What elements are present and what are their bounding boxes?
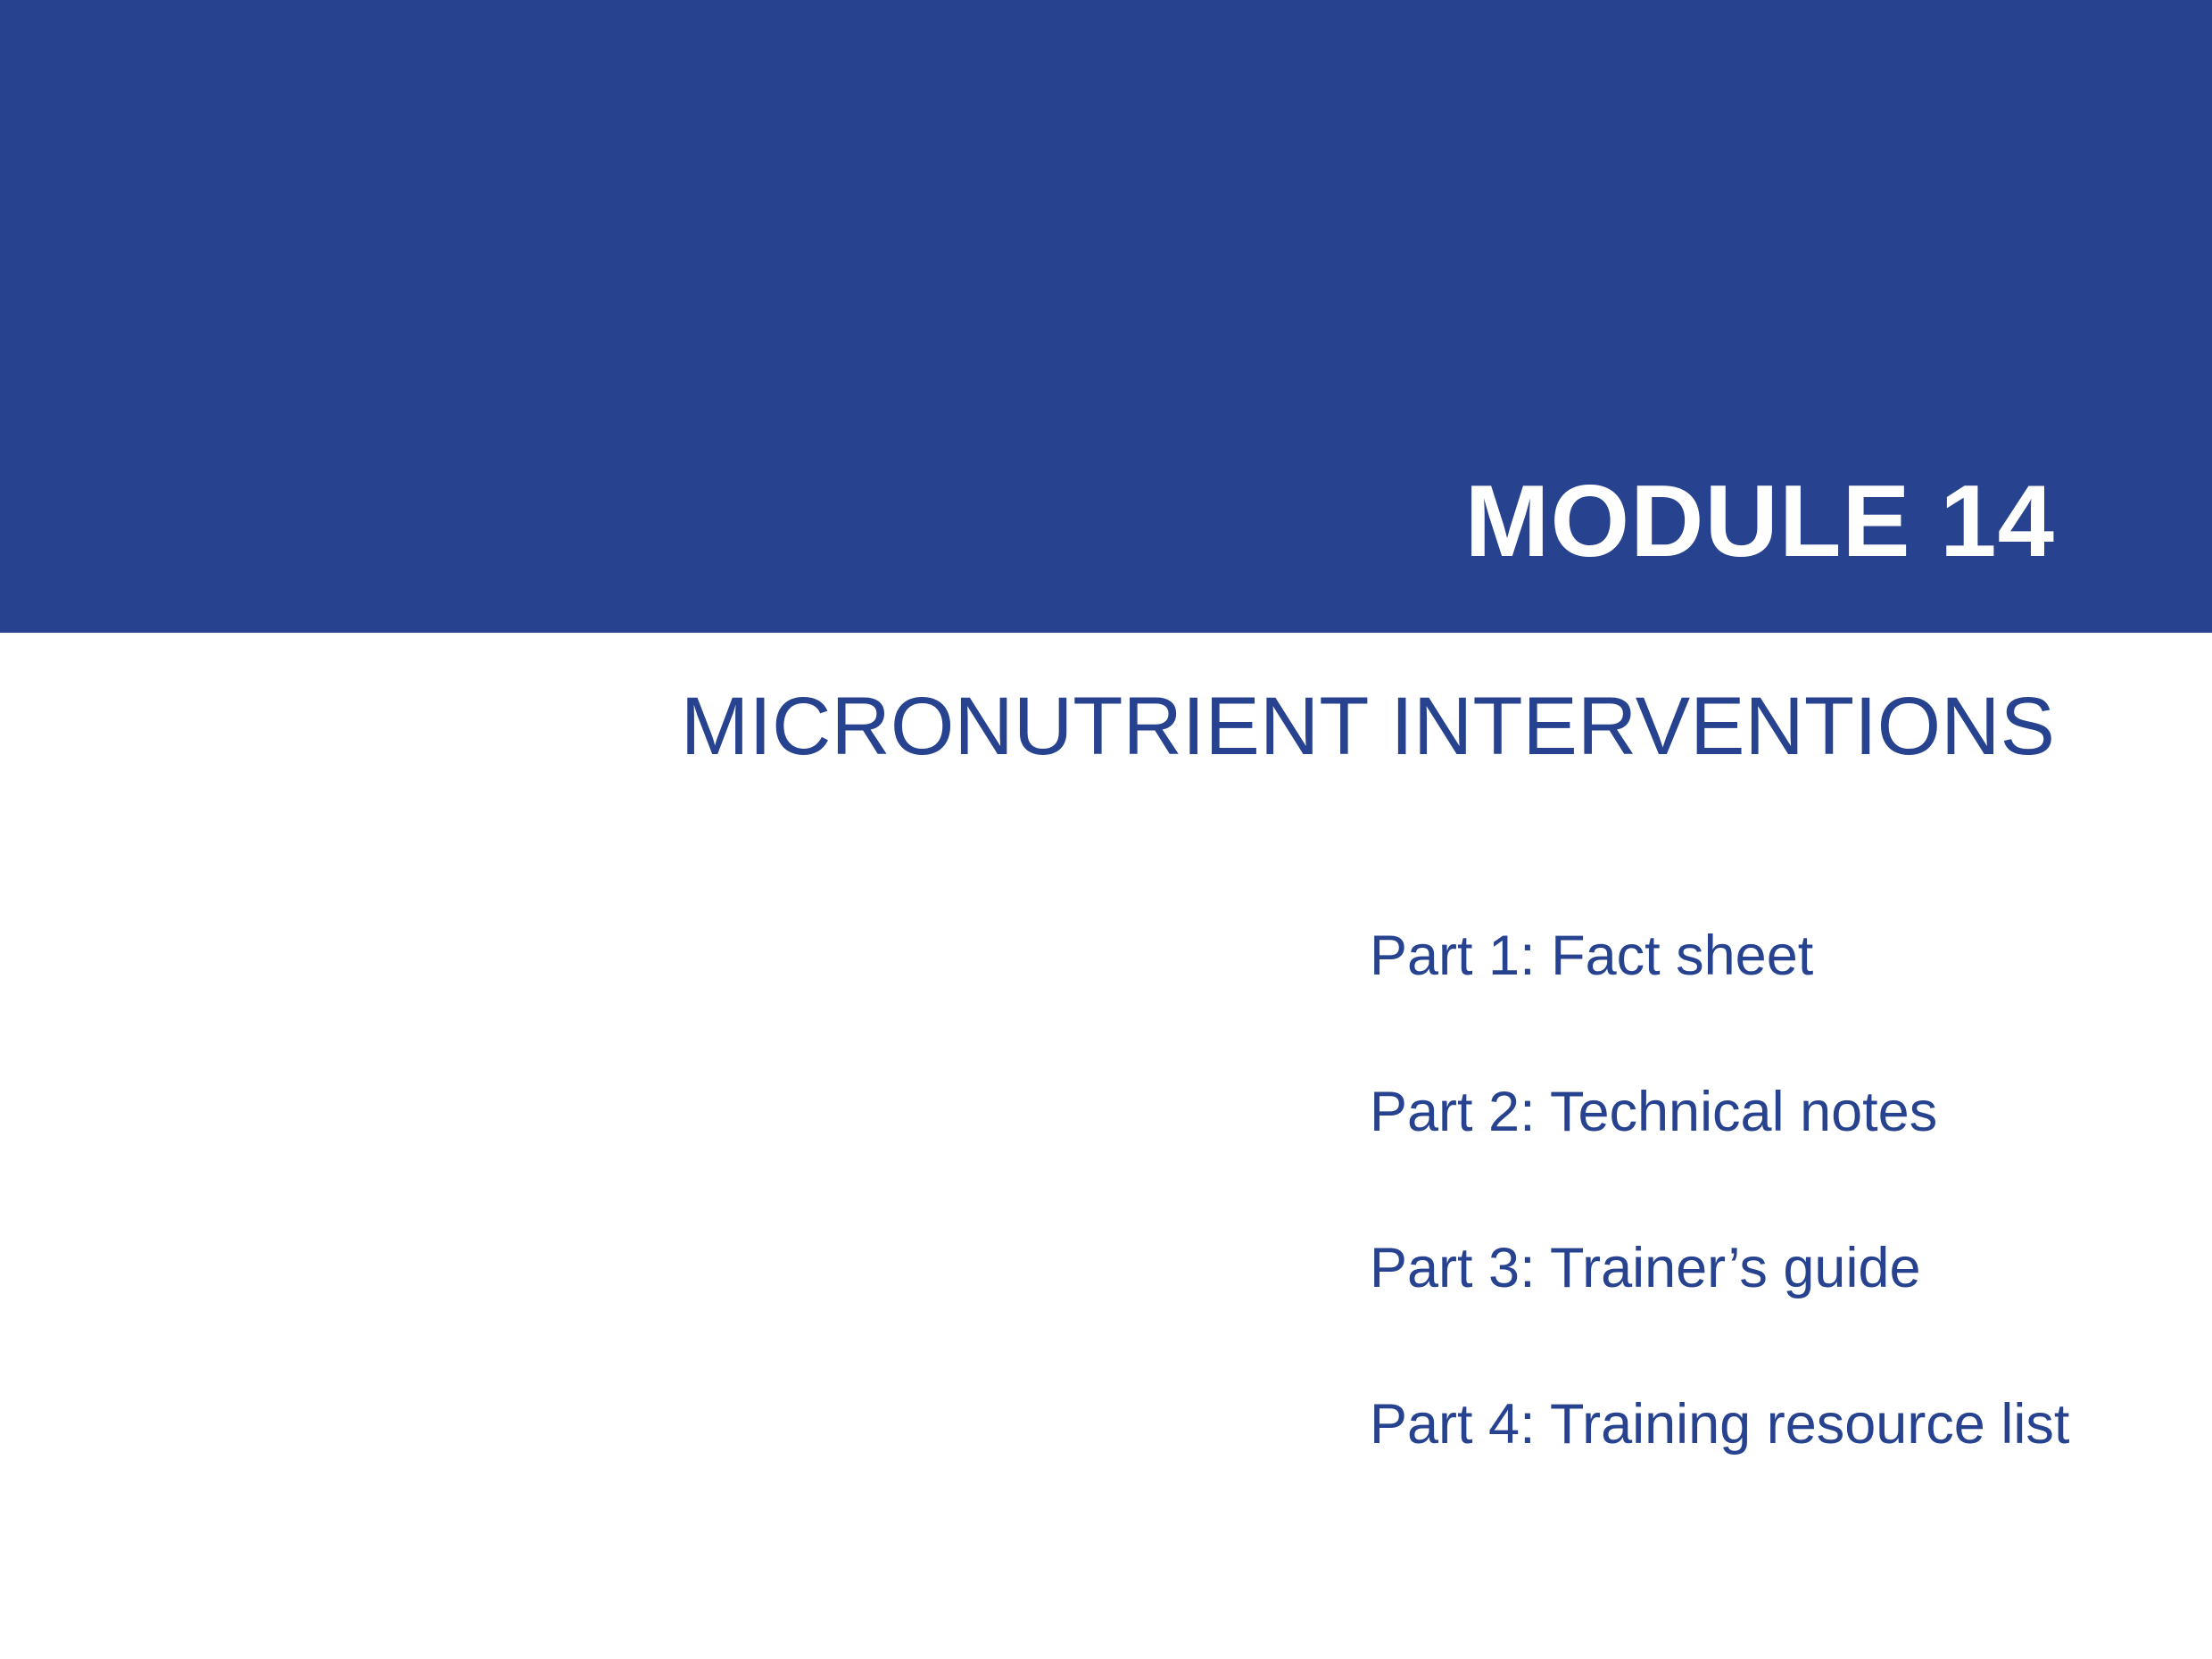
part-item-3: Part 3: Trainer’s guide (1370, 1237, 1921, 1299)
part-item-4: Part 4: Training resource list (1370, 1393, 2070, 1456)
part-item-2: Part 2: Technical notes (1370, 1081, 1938, 1143)
header-band (0, 0, 2212, 633)
page-subtitle: MICRONUTRIENT INTERVENTIONS (680, 681, 2055, 772)
module-title: MODULE 14 (1464, 465, 2055, 578)
parts-list (1370, 925, 2070, 1553)
part-item-1: Part 1: Fact sheet (1370, 925, 1814, 987)
